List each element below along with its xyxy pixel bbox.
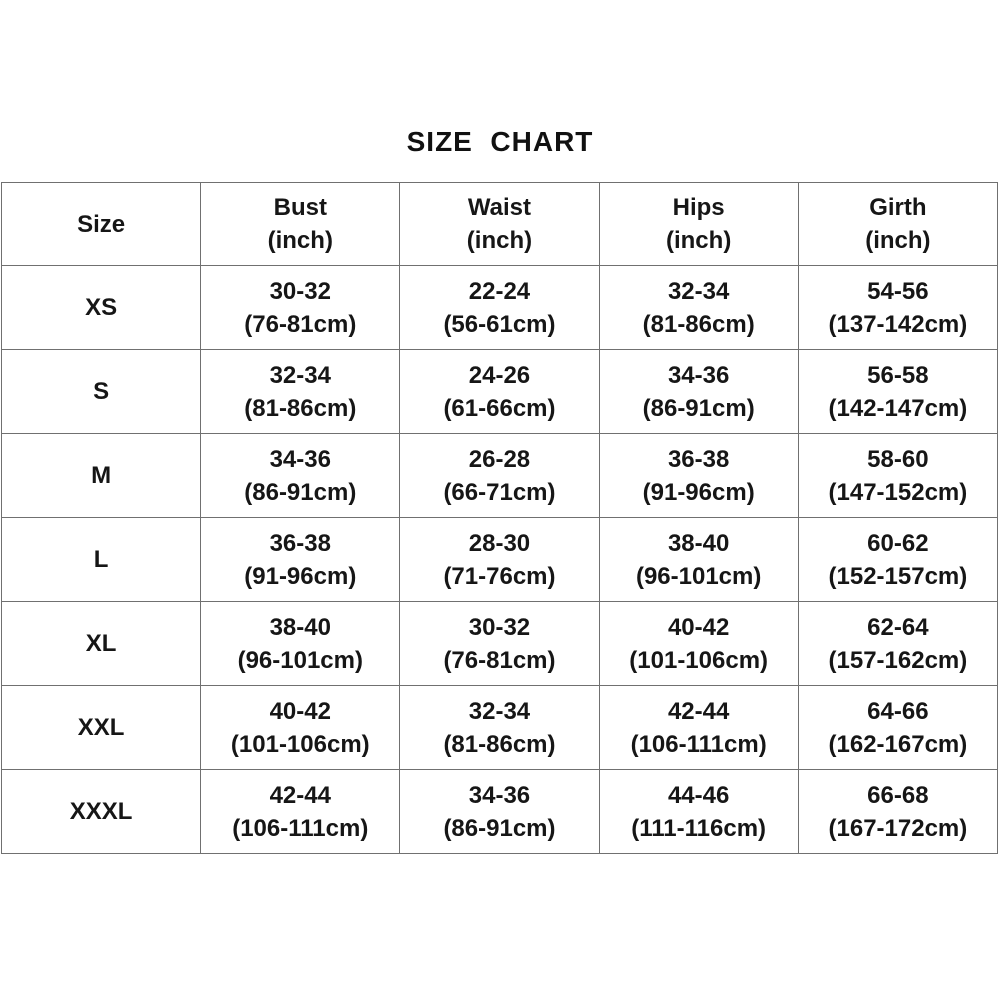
- table-row-xxxl: [2, 770, 998, 854]
- col-unit-girth: (inch): [865, 227, 931, 254]
- inch-value: 56-58: [867, 361, 929, 389]
- cell-girth: [798, 350, 997, 434]
- col-unit-hips: (inch): [665, 227, 732, 254]
- cell-waist: [400, 770, 599, 854]
- cm-value: (66-71cm): [443, 478, 556, 506]
- inch-value: 24-26: [468, 361, 531, 389]
- cm-value: (91-96cm): [642, 478, 755, 506]
- cell-bust: [201, 266, 400, 350]
- size-label: [2, 686, 201, 770]
- inch-value: 26-28: [468, 445, 531, 473]
- cm-value: (137-142cm): [828, 310, 968, 338]
- cell-bust: [201, 434, 400, 518]
- cm-value: (71-76cm): [443, 562, 556, 590]
- col-header-girth: [798, 183, 997, 266]
- cell-hips: [599, 434, 798, 518]
- size-label: [2, 266, 201, 350]
- size-value: S: [93, 378, 110, 405]
- cell-bust: [201, 602, 400, 686]
- inch-value: 28-30: [468, 529, 531, 557]
- cm-value: (76-81cm): [443, 646, 556, 674]
- col-label-bust: Bust: [273, 194, 327, 221]
- col-label-size: Size: [77, 210, 126, 238]
- size-label: [2, 434, 201, 518]
- cm-value: (81-86cm): [642, 310, 755, 338]
- size-value: XS: [85, 294, 118, 321]
- cell-waist: [400, 518, 599, 602]
- size-label: [2, 350, 201, 434]
- col-header-bust: [201, 183, 400, 266]
- cell-hips: [599, 518, 798, 602]
- size-value: XXL: [77, 714, 125, 741]
- cm-value: (101-106cm): [629, 646, 769, 674]
- inch-value: 58-60: [867, 445, 929, 473]
- cm-value: (106-111cm): [630, 730, 767, 758]
- cm-value: (101-106cm): [230, 730, 370, 758]
- cm-value: (111-116cm): [631, 814, 767, 842]
- inch-value: 44-46: [667, 781, 730, 809]
- cell-waist: [400, 686, 599, 770]
- table-row-m: [2, 434, 998, 518]
- col-header-size: [2, 183, 201, 266]
- cm-value: (91-96cm): [244, 562, 357, 590]
- inch-value: 64-66: [867, 697, 929, 725]
- cell-girth: [798, 602, 997, 686]
- cell-waist: [400, 266, 599, 350]
- col-label-hips: Hips: [672, 194, 725, 221]
- inch-value: 42-44: [667, 697, 730, 725]
- cm-value: (81-86cm): [244, 394, 357, 422]
- cell-bust: [201, 686, 400, 770]
- cm-value: (142-147cm): [828, 394, 968, 422]
- inch-value: 62-64: [867, 613, 929, 641]
- cell-girth: [798, 518, 997, 602]
- cell-hips: [599, 266, 798, 350]
- inch-value: 60-62: [867, 529, 929, 557]
- cell-bust: [201, 770, 400, 854]
- inch-value: 30-32: [269, 277, 331, 305]
- cell-girth: [798, 434, 997, 518]
- inch-value: 34-36: [667, 361, 730, 389]
- cm-value: (86-91cm): [443, 814, 556, 842]
- inch-value: 38-40: [667, 529, 730, 557]
- inch-value: 38-40: [269, 613, 331, 641]
- size-value: XXXL: [69, 798, 133, 825]
- cell-waist: [400, 434, 599, 518]
- cm-value: (56-61cm): [443, 310, 556, 338]
- table-row-xxl: [2, 686, 998, 770]
- cm-value: (86-91cm): [244, 478, 357, 506]
- col-unit-bust: (inch): [267, 227, 333, 254]
- cell-girth: [798, 266, 997, 350]
- inch-value: 34-36: [269, 445, 331, 473]
- inch-value: 32-34: [269, 361, 331, 389]
- cm-value: (162-167cm): [828, 730, 968, 758]
- cell-bust: [201, 518, 400, 602]
- cm-value: (157-162cm): [828, 646, 968, 674]
- inch-value: 66-68: [867, 781, 929, 809]
- page-title: SIZE CHART: [406, 126, 594, 157]
- cell-girth: [798, 686, 997, 770]
- inch-value: 42-44: [269, 781, 331, 809]
- table-row-s: [2, 350, 998, 434]
- cm-value: (106-111cm): [232, 814, 369, 842]
- header-row: [2, 183, 998, 266]
- inch-value: 32-34: [667, 277, 730, 305]
- cell-girth: [798, 770, 997, 854]
- col-label-waist: Waist: [467, 194, 532, 221]
- cm-value: (96-101cm): [237, 646, 363, 674]
- col-header-waist: [400, 183, 599, 266]
- cell-hips: [599, 350, 798, 434]
- col-label-girth: Girth: [869, 194, 927, 221]
- table-row-xs: [2, 266, 998, 350]
- cell-hips: [599, 686, 798, 770]
- inch-value: 54-56: [867, 277, 929, 305]
- cell-hips: [599, 602, 798, 686]
- inch-value: 40-42: [269, 697, 331, 725]
- cm-value: (61-66cm): [443, 394, 556, 422]
- cm-value: (76-81cm): [244, 310, 357, 338]
- col-header-hips: [599, 183, 798, 266]
- cm-value: (167-172cm): [828, 814, 968, 842]
- size-value: M: [91, 462, 112, 489]
- inch-value: 22-24: [468, 277, 531, 305]
- cell-waist: [400, 602, 599, 686]
- cm-value: (152-157cm): [828, 562, 968, 590]
- cm-value: (81-86cm): [443, 730, 556, 758]
- size-label: [2, 770, 201, 854]
- inch-value: 34-36: [468, 781, 531, 809]
- table-row-xl: [2, 602, 998, 686]
- size-value: XL: [85, 630, 117, 657]
- cell-waist: [400, 350, 599, 434]
- inch-value: 40-42: [667, 613, 730, 641]
- inch-value: 30-32: [468, 613, 531, 641]
- table-row-l: [2, 518, 998, 602]
- cm-value: (96-101cm): [635, 562, 762, 590]
- cell-bust: [201, 350, 400, 434]
- size-label: [2, 602, 201, 686]
- cm-value: (147-152cm): [828, 478, 968, 506]
- size-label: [2, 518, 201, 602]
- size-value: L: [93, 546, 109, 573]
- inch-value: 36-38: [269, 529, 331, 557]
- cell-hips: [599, 770, 798, 854]
- inch-value: 32-34: [468, 697, 531, 725]
- inch-value: 36-38: [667, 445, 730, 473]
- size-chart-table: [1, 182, 998, 854]
- col-unit-waist: (inch): [466, 227, 533, 254]
- cm-value: (86-91cm): [642, 394, 755, 422]
